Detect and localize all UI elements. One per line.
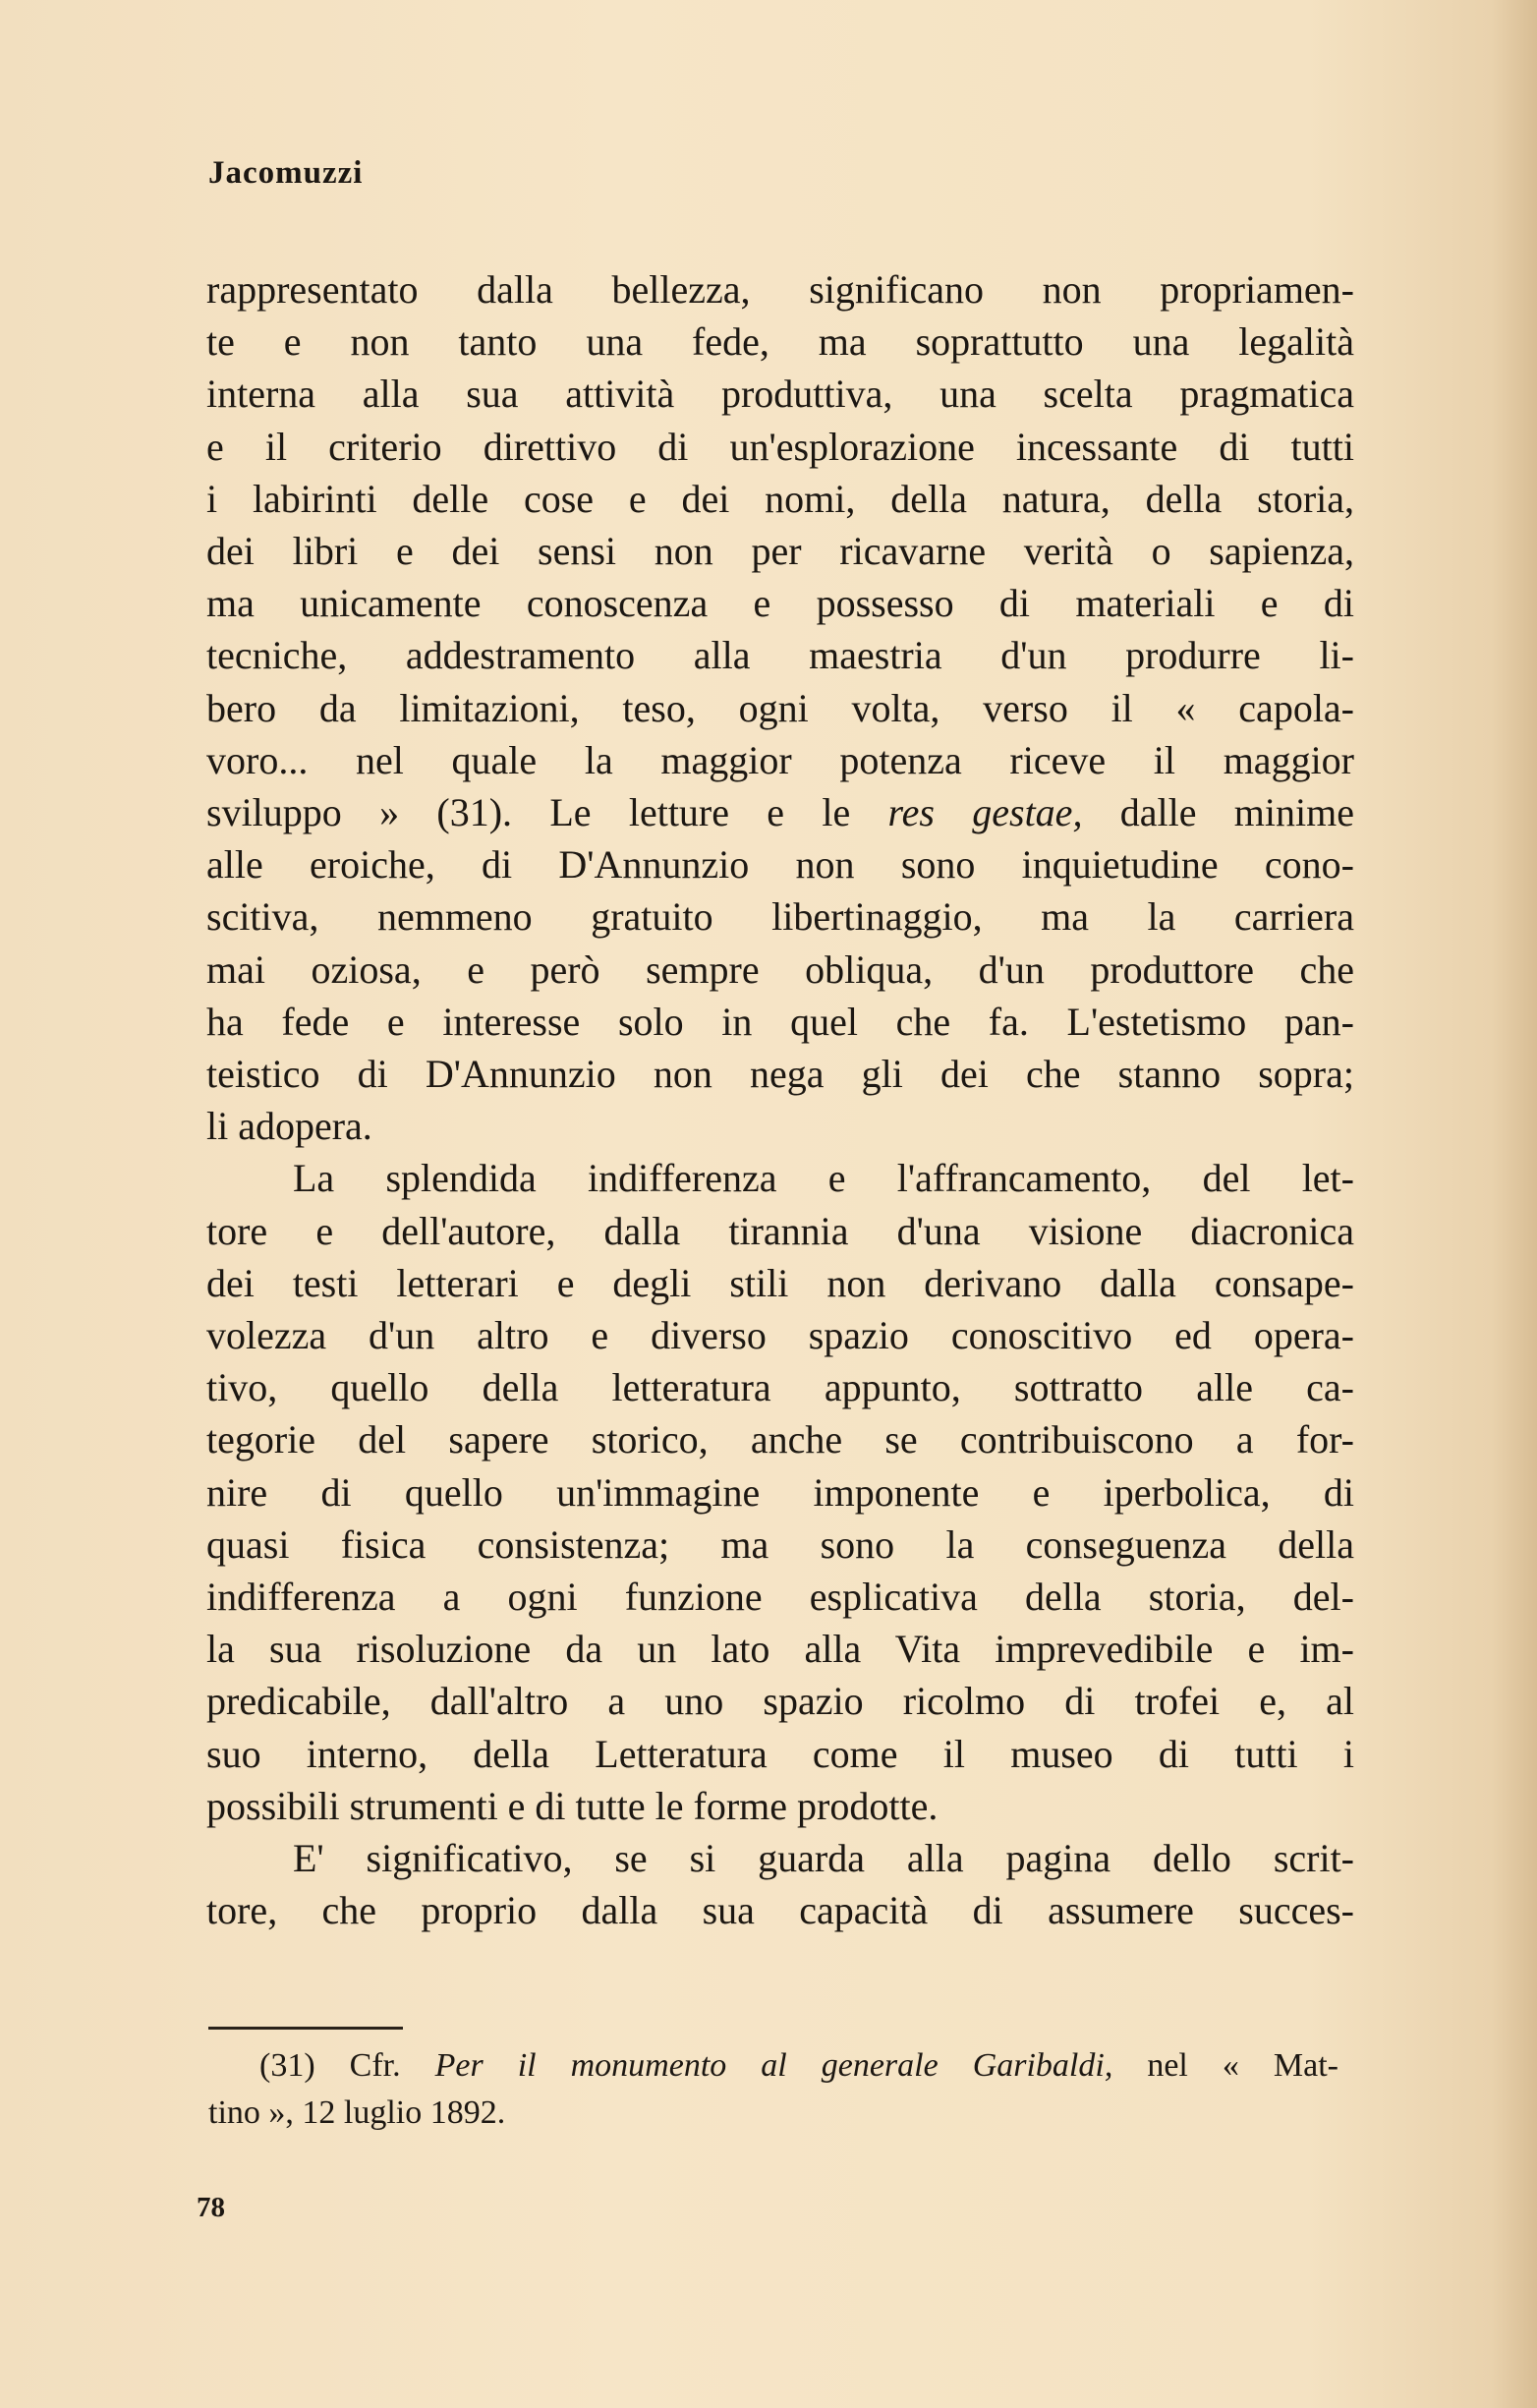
footnote: [208, 2042, 1338, 2137]
text-line-mixed: [206, 786, 1354, 838]
text-line: li adopera.: [206, 1104, 372, 1149]
text-line: ha fede e interesse solo in quel che fa. L'estetismo pan-: [206, 999, 1354, 1044]
text-line: e il criterio direttivo di un'esplorazione incessante di tutti: [206, 424, 1354, 469]
page-number: 78: [197, 2192, 225, 2223]
text-line: possibili strumenti e di tutte le forme prodotte.: [206, 1783, 939, 1828]
footnote-number: (31) Cfr.: [259, 2047, 435, 2084]
body-text: [206, 263, 1354, 1937]
text-line: tivo, quello della letteratura appunto, sottratto alle ca-: [206, 1365, 1354, 1410]
text-line: scitiva, nemmeno gratuito libertinaggio, ma la carriera: [206, 894, 1354, 940]
text-line: teistico di D'Annunzio non nega gli dei che stanno sopra;: [206, 1052, 1354, 1097]
text-line: dei libri e dei sensi non per ricavarne verità o sapienza,: [206, 529, 1354, 574]
text-line: volezza d'un altro e diverso spazio conoscitivo ed opera-: [206, 1313, 1354, 1358]
text-line: predicabile, dall'altro a uno spazio ricolmo di trofei e, al: [206, 1679, 1354, 1724]
text-line: bero da limitazioni, teso, ogni volta, verso il « capola-: [206, 685, 1354, 730]
running-head: Jacomuzzi: [208, 155, 364, 191]
text-line: la sua risoluzione da un lato alla Vita imprevedibile e im-: [206, 1627, 1354, 1672]
text-line: interna alla sua attività produttiva, una scelta pragmatica: [206, 372, 1354, 417]
text-line: rappresentato dalla bellezza, significano non propriamen-: [206, 267, 1354, 312]
text-line: tore e dell'autore, dalla tirannia d'una visione diacronica: [206, 1208, 1354, 1253]
text-line: suo interno, della Letteratura come il museo di tutti i: [206, 1731, 1354, 1776]
text-line: alle eroiche, di D'Annunzio non sono inquietudine cono-: [206, 842, 1354, 888]
italic-title: res gestae,: [887, 790, 1083, 835]
text-line: quasi fisica consistenza; ma sono la conseguenza della: [206, 1521, 1354, 1567]
footnote-italic-title: Per il monumento al generale Garibaldi,: [434, 2047, 1113, 2084]
text-line: voro... nel quale la maggior potenza riceve il maggior: [206, 737, 1354, 782]
text-line: i labirinti delle cose e dei nomi, della natura, della storia,: [206, 476, 1354, 521]
footnote-line: [208, 2042, 1338, 2090]
text-segment: dalle minime: [1082, 790, 1355, 835]
paragraph-start-line: La splendida indifferenza e l'affrancamento, del let-: [293, 1156, 1354, 1201]
text-line: ma unicamente conoscenza e possesso di materiali e di: [206, 581, 1354, 626]
text-line: nire di quello un'immagine imponente e iperbolica, di: [206, 1469, 1354, 1515]
text-line: te e non tanto una fede, ma soprattutto una legalità: [206, 319, 1354, 365]
paragraph-start-line: E' significativo, se si guarda alla pagina dello scrit-: [293, 1836, 1354, 1881]
text-line: tecniche, addestramento alla maestria d'un produrre li-: [206, 633, 1354, 678]
footnote-rule: [208, 2027, 403, 2030]
text-line: tore, che proprio dalla sua capacità di assumere succes-: [206, 1888, 1354, 1933]
text-line: indifferenza a ogni funzione esplicativa della storia, del-: [206, 1575, 1354, 1620]
footnote-line: tino », 12 luglio 1892.: [208, 2094, 506, 2131]
footnote-text: nel « Mat-: [1112, 2047, 1338, 2084]
text-line: mai oziosa, e però sempre obliqua, d'un produttore che: [206, 946, 1354, 992]
text-line: tegorie del sapere storico, anche se contribuiscono a for-: [206, 1417, 1354, 1462]
text-segment: sviluppo » (31). Le letture e le: [206, 790, 888, 835]
text-line: dei testi letterari e degli stili non derivano dalla consape-: [206, 1260, 1354, 1305]
